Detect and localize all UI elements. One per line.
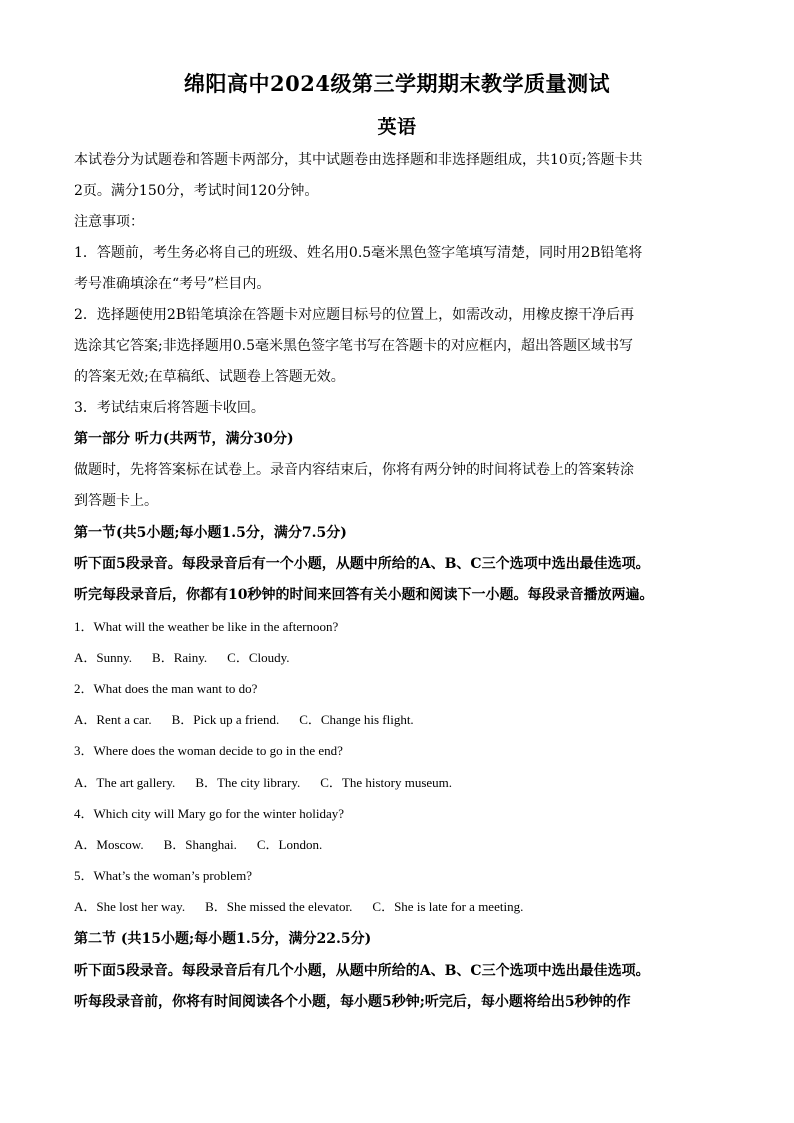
question-options	[74, 774, 724, 792]
subject-title: 英语	[377, 116, 417, 138]
option-c: C．The history museum.	[320, 775, 453, 790]
question-options	[74, 711, 724, 729]
question-text: 5．What’s the woman’s problem?	[74, 868, 252, 883]
note-line: 考号准确填涂在“考号”栏目内。	[74, 276, 271, 292]
option-c: C．London.	[256, 837, 323, 852]
section2-instruction: 听每段录音前，你将有时间阅读各个小题，每小题5秒钟;听完后，每小题将给出5秒钟的作	[74, 994, 631, 1010]
option-a: A．Sunny.	[74, 650, 133, 665]
note-line: 的答案无效;在草稿纸、试题卷上答题无效。	[74, 369, 345, 385]
option-a: A．Moscow.	[74, 837, 144, 852]
section1-instruction: 听完每段录音后，你都有10秒钟的时间来回答有关小题和阅读下一小题。每段录音播放两遍。	[74, 587, 654, 603]
section2-heading: 第二节 (共15小题;每小题1.5分，满分22.5分)	[74, 931, 372, 947]
question-text: 4．Which city will Mary go for the winter holiday?	[74, 806, 345, 821]
option-a: A．She lost her way.	[74, 899, 186, 914]
option-c: C．She is late for a meeting.	[372, 899, 524, 914]
option-b: B．Rainy.	[152, 650, 208, 665]
notes-heading: 注意事项：	[74, 214, 144, 230]
option-b: B．Shanghai.	[163, 837, 237, 852]
note-line: 1．答题前，考生务必将自己的班级、姓名用0.5毫米黑色签字笔填写清楚，同时用2B铅笔将	[74, 245, 643, 261]
question-text: 2．What does the man want to do?	[74, 681, 258, 696]
question-options	[74, 898, 724, 916]
part1-heading: 第一部分 听力(共两节，满分30分)	[74, 431, 294, 447]
section1-heading: 第一节(共5小题;每小题1.5分，满分7.5分)	[74, 525, 347, 541]
question-options	[74, 836, 724, 854]
option-c: C．Cloudy.	[227, 650, 290, 665]
note-line: 3．考试结束后将答题卡收回。	[74, 400, 265, 416]
exam-title: 绵阳高中2024级第三学期期末教学质量测试	[184, 71, 610, 96]
intro-line: 本试卷分为试题卷和答题卡两部分，其中试题卷由选择题和非选择题组成，共10页;答题卡共	[74, 152, 643, 168]
option-b: B．The city library.	[195, 775, 301, 790]
section2-instruction: 听下面5段录音。每段录音后有几个小题，从题中所给的A、B、C三个选项中选出最佳选项。	[74, 963, 650, 979]
part1-instruction: 做题时，先将答案标在试卷上。录音内容结束后，你将有两分钟的时间将试卷上的答案转涂	[74, 462, 634, 478]
question-text: 1．What will the weather be like in the afternoon?	[74, 619, 339, 634]
option-a: A．Rent a car.	[74, 712, 152, 727]
note-line: 2．选择题使用2B铅笔填涂在答题卡对应题目标号的位置上，如需改动，用橡皮擦干净后再	[74, 307, 635, 323]
question-options	[74, 649, 724, 667]
intro-line: 2页。满分150分，考试时间120分钟。	[74, 183, 319, 199]
option-c: C．Change his flight.	[299, 712, 414, 727]
question-text: 3．Where does the woman decide to go in the end?	[74, 743, 343, 758]
option-b: B．Pick up a friend.	[171, 712, 280, 727]
option-a: A．The art gallery.	[74, 775, 176, 790]
option-b: B．She missed the elevator.	[205, 899, 353, 914]
note-line: 选涂其它答案;非选择题用0.5毫米黑色签字笔书写在答题卡的对应框内，超出答题区域书写	[74, 338, 633, 354]
part1-instruction: 到答题卡上。	[74, 493, 158, 509]
section1-instruction: 听下面5段录音。每段录音后有一个小题，从题中所给的A、B、C三个选项中选出最佳选项。	[74, 556, 650, 572]
